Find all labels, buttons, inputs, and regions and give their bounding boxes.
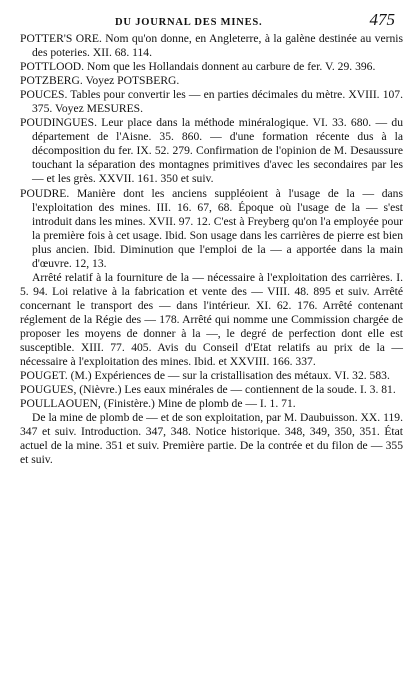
index-entry-potters-ore: POTTER'S ORE. Nom qu'on donne, en Angleterre, à la galène destinée au vernis des poteries. XII. 68. 114. [20, 32, 403, 60]
running-head: DU JOURNAL DES MINES. [115, 17, 263, 28]
page-number: 475 [369, 10, 395, 29]
index-body [20, 32, 403, 467]
index-entry-pouces: POUCES. Tables pour convertir les — en parties décimales du mètre. XVIII. 107. 375. Voyez MESURES. [20, 88, 403, 116]
index-entry-pottlood: POTTLOOD. Nom que les Hollandais donnent au carbure de fer. V. 29. 396. [20, 60, 376, 74]
index-entry-pouget: POUGET. (M.) Expériences de — sur la cristallisation des métaux. VI. 32. 583. [20, 369, 390, 383]
index-entry-poudingues: POUDINGUES. Leur place dans la méthode minéralogique. VI. 33. 680. — du département de l'Aisne. 35. 860. — d'une formation récente dus à la décomposition du fer. IX. 52. 279. Confirmation de l'opinion de M. Desaussure touchant la séparation des montagnes primitives d'avec les secondaires par les — et les grès. XXVII. 161. 350 et suiv. [20, 116, 403, 186]
index-entry-poullaouen: POULLAOUEN, (Finistère.) Mine de plomb de — I. 1. 71. [20, 397, 296, 411]
index-entry-potzberg: POTZBERG. Voyez POTSBERG. [20, 74, 180, 88]
index-paragraph-poudre-arretes: Arrêté relatif à la fourniture de la — nécessaire à l'exploitation des carrières. I. 5. 94. Loi relative à la fabrication et vente des — VIII. 48. 895 et suiv. Arrêté concernant le transport des — dans l'intérieur. XI. 62. 176. Arrêté contenant réglement de la Régie des — 178. Arrêté qui nomme une Commission chargée de proposer les moyens de donner à la —, le degré de perfection dont elle est susceptible. XIII. 77. 405. Avis du Conseil d'Etat relatifs au prix de la — nécessaire à l'exploitation des mines. Ibid. et XXVIII. 166. 337. [20, 270, 403, 369]
index-entry-poudre: POUDRE. Manière dont les anciens suppléoient à l'usage de la — dans l'exploitation des mines. III. 16. 67, 68. Époque où l'usage de la — s'est introduit dans les mines. XVII. 97. 12. C'est à Freyberg qu'on l'a employée pour la première fois à cet usage. Ibid. Son usage dans les carrières de pierre est bien plus ancien. Ibid. Diminution que l'emploi de la — a apportée dans la main d'œuvre. 12, 13. [20, 186, 403, 270]
page-header [20, 8, 403, 32]
index-entry-pougues: POUGUES, (Nièvre.) Les eaux minérales de — contiennent de la soude. I. 3. 81. [20, 383, 396, 397]
index-paragraph-poullaouen-mine: De la mine de plomb de — et de son exploitation, par M. Daubuisson. XX. 119. 347 et suiv. Introduction. 347, 348. Notice historique. 348, 349, 350, 351. État actuel de la mine. 351 et suiv. Première partie. De la contrée et du filon de — 355 et suiv. [20, 411, 403, 467]
